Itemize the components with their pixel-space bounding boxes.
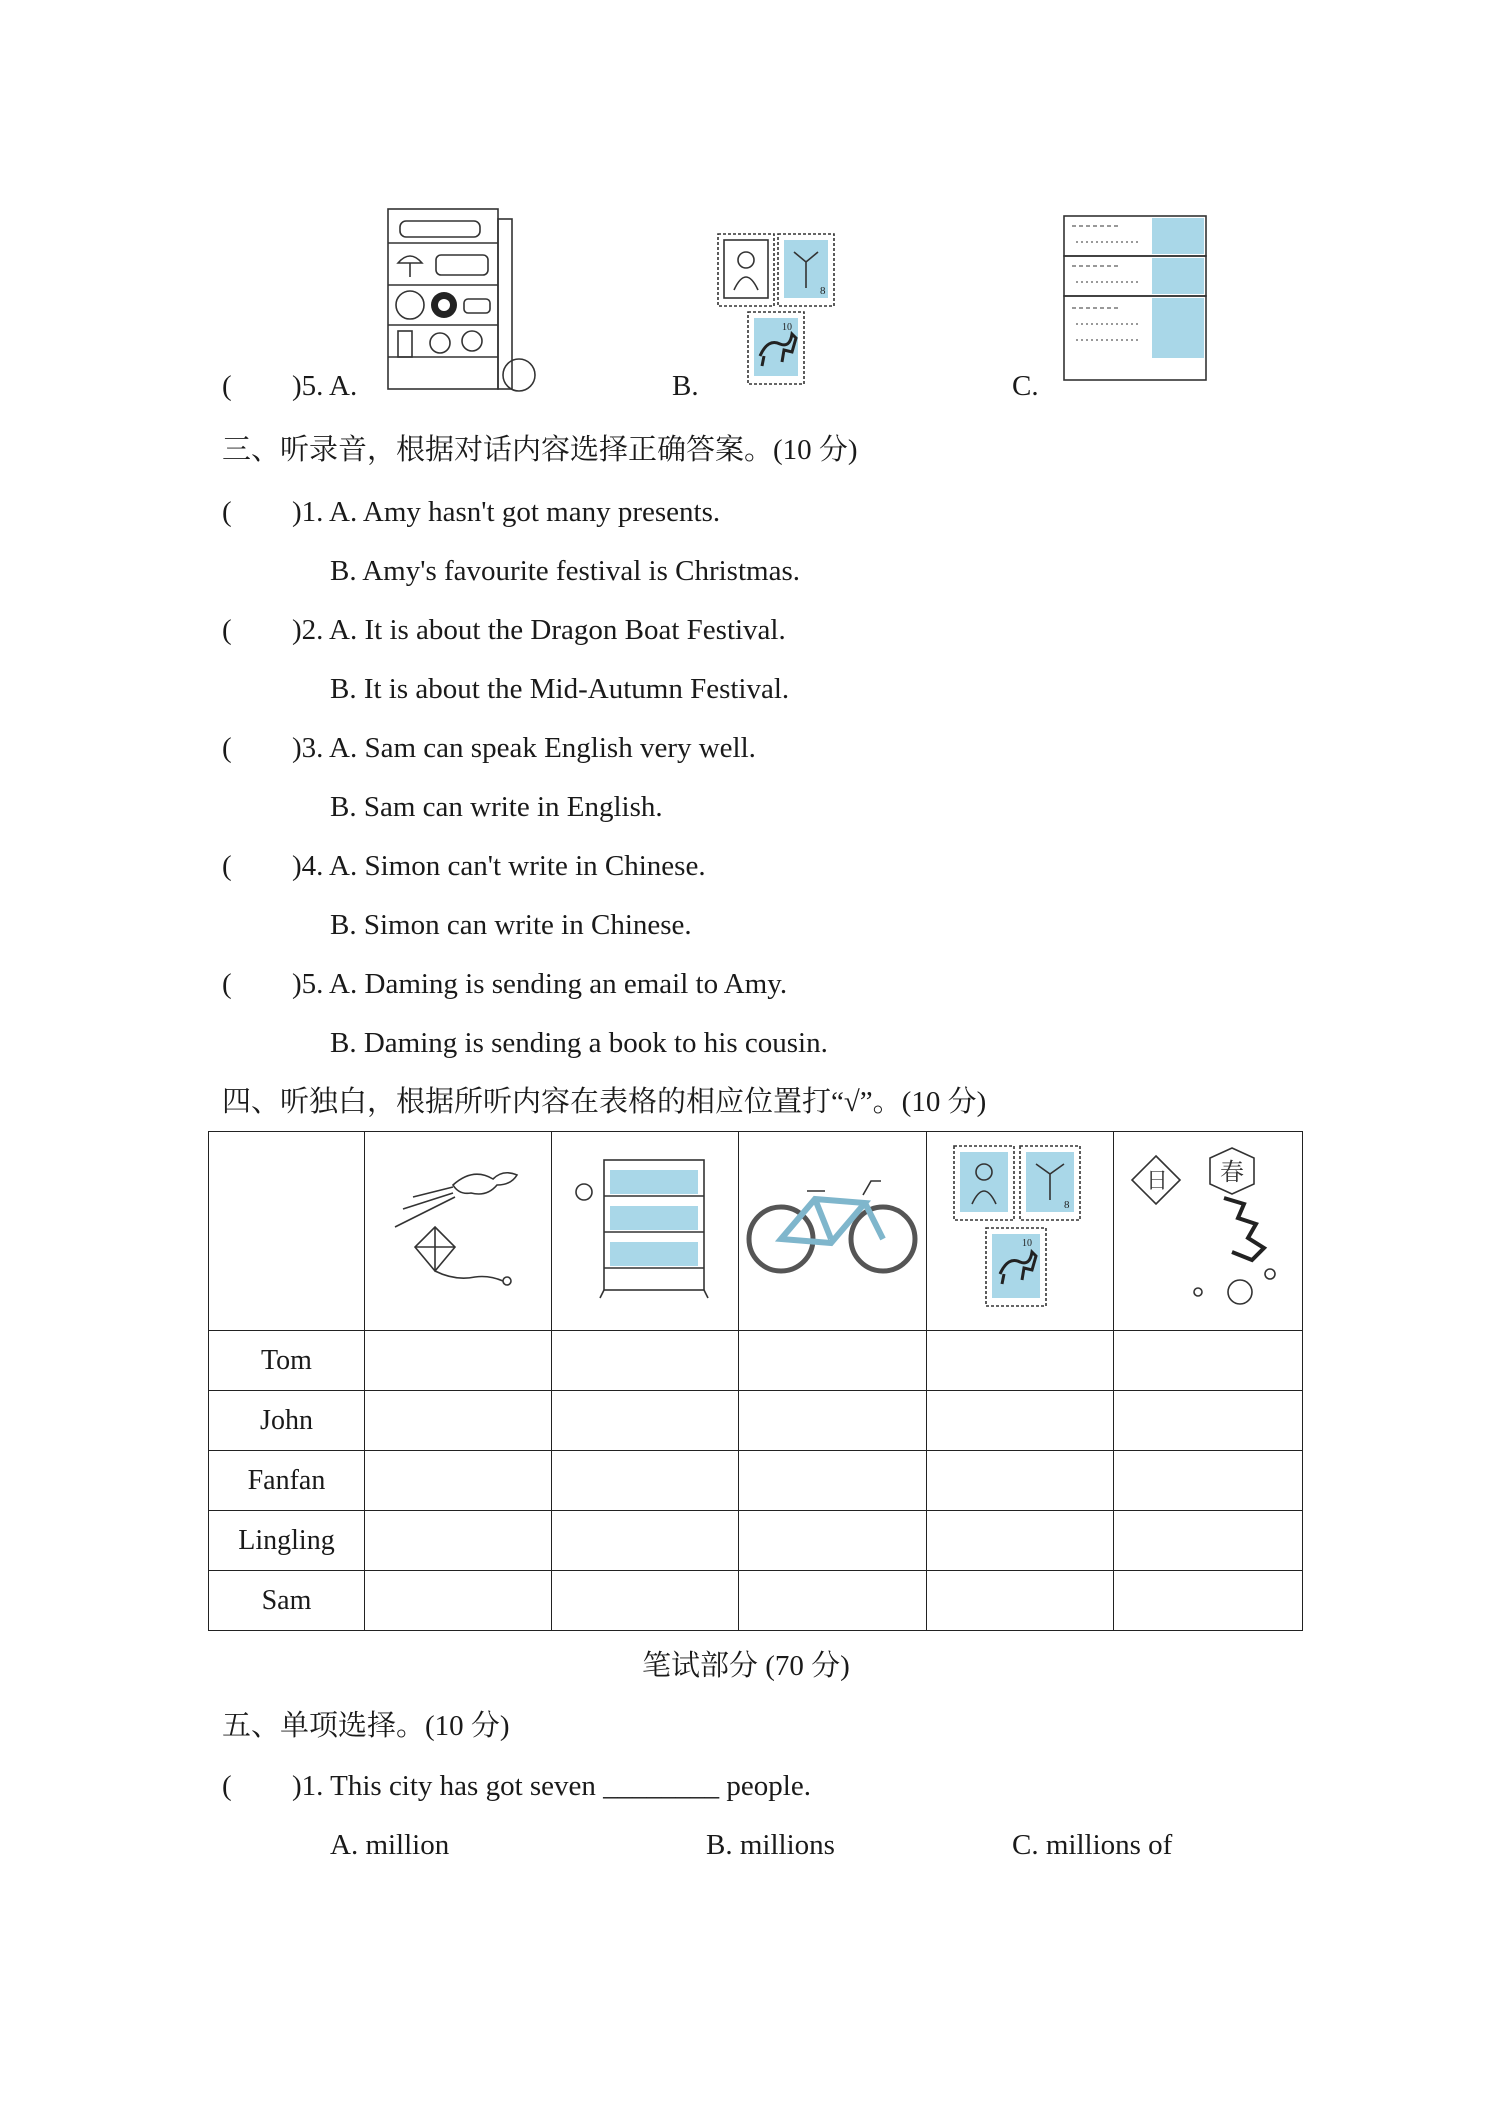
- row-name: John: [209, 1391, 365, 1451]
- svg-text:10: 10: [782, 322, 792, 333]
- answer-cell[interactable]: [365, 1571, 552, 1631]
- table-row: [209, 1391, 1303, 1451]
- section3-title: 三、听录音，根据对话内容选择正确答案。(10 分): [222, 434, 858, 466]
- table-row: [209, 1451, 1303, 1511]
- s3-q4-option-b: B. Simon can write in Chinese.: [330, 909, 692, 941]
- s5-q1-paren: (: [222, 1770, 232, 1802]
- row-name: Fanfan: [209, 1451, 365, 1511]
- table-row: [209, 1511, 1303, 1571]
- s3-q2-option-a: )2. A. It is about the Dragon Boat Festival.: [292, 614, 786, 646]
- s3-q4-option-a: )4. A. Simon can't write in Chinese.: [292, 850, 706, 882]
- row-name: Lingling: [209, 1511, 365, 1571]
- answer-cell[interactable]: [739, 1571, 927, 1631]
- answer-cell[interactable]: [739, 1511, 927, 1571]
- answer-cell[interactable]: [552, 1451, 739, 1511]
- s3-q4-paren: (: [222, 850, 232, 882]
- table-row: [209, 1331, 1303, 1391]
- svg-text:8: 8: [820, 285, 826, 297]
- s3-q2-option-b: B. It is about the Mid-Autumn Festival.: [330, 673, 790, 705]
- toy-shelf-icon: [384, 205, 544, 395]
- s3-q3-option-a: )3. A. Sam can speak English very well.: [292, 732, 756, 764]
- answer-cell[interactable]: [927, 1391, 1114, 1451]
- s3-q5-option-a: )5. A. Daming is sending an email to Amy.: [292, 968, 788, 1000]
- postcards-icon: [1060, 212, 1210, 384]
- section4-title: 四、听独白，根据所听内容在表格的相应位置打“√”。(10 分): [222, 1086, 987, 1118]
- paper-cut-char-2: 春: [1220, 1160, 1244, 1186]
- answer-cell[interactable]: [739, 1331, 927, 1391]
- answer-cell[interactable]: [1114, 1571, 1303, 1631]
- answer-cell[interactable]: [552, 1391, 739, 1451]
- table-row: [209, 1571, 1303, 1631]
- answer-cell[interactable]: [365, 1391, 552, 1451]
- answer-cell[interactable]: [927, 1451, 1114, 1511]
- stamps-icon: [716, 232, 846, 388]
- paper-cuts-icon: [1128, 1142, 1288, 1312]
- s5-q1-stem: )1. This city has got seven ________ people.: [292, 1770, 811, 1802]
- answer-cell[interactable]: [739, 1391, 927, 1451]
- s3-q3-paren: (: [222, 732, 232, 764]
- q5-paren: (: [222, 370, 232, 402]
- answer-cell[interactable]: [739, 1451, 927, 1511]
- s3-q5-paren: (: [222, 968, 232, 1000]
- written-part-heading: 笔试部分 (70 分): [642, 1650, 850, 1682]
- answer-cell[interactable]: [927, 1331, 1114, 1391]
- paper-cut-char-1: 日: [1146, 1168, 1169, 1193]
- bicycle-icon: [745, 1167, 920, 1287]
- s3-q1-option-a: )1. A. Amy hasn't got many presents.: [292, 496, 721, 528]
- s5-q1-option-c: C. millions of: [1012, 1829, 1173, 1861]
- answer-cell[interactable]: [1114, 1511, 1303, 1571]
- section5-title: 五、单项选择。(10 分): [222, 1710, 510, 1742]
- q5-label-a: )5. A.: [292, 370, 358, 402]
- answer-cell[interactable]: [365, 1451, 552, 1511]
- q5-label-c: C.: [1012, 370, 1039, 402]
- answer-cell[interactable]: [552, 1331, 739, 1391]
- answer-cell[interactable]: [927, 1511, 1114, 1571]
- answer-cell[interactable]: [365, 1331, 552, 1391]
- answer-cell[interactable]: [1114, 1331, 1303, 1391]
- answer-table: [208, 1131, 1303, 1631]
- header-paper-cuts: [1114, 1132, 1303, 1331]
- header-kites: [365, 1132, 552, 1331]
- table-header-row: [209, 1132, 1303, 1331]
- answer-cell[interactable]: [365, 1511, 552, 1571]
- row-name: Sam: [209, 1571, 365, 1631]
- answer-cell[interactable]: [927, 1571, 1114, 1631]
- answer-cell[interactable]: [552, 1511, 739, 1571]
- s3-q2-paren: (: [222, 614, 232, 646]
- answer-cell[interactable]: [1114, 1391, 1303, 1451]
- s5-q1-option-b: B. millions: [706, 1829, 835, 1861]
- s3-q1-option-b: B. Amy's favourite festival is Christmas.: [330, 555, 800, 587]
- s3-q3-option-b: B. Sam can write in English.: [330, 791, 663, 823]
- stamps-icon: [950, 1142, 1090, 1312]
- stamp-value-8: 8: [1064, 1199, 1070, 1211]
- q5-label-b: B.: [672, 370, 699, 402]
- corner-cell: [209, 1132, 365, 1331]
- bookcase-icon: [570, 1152, 720, 1302]
- answer-cell[interactable]: [552, 1571, 739, 1631]
- s5-q1-option-a: A. million: [330, 1829, 450, 1861]
- s3-q5-option-b: B. Daming is sending a book to his cousin.: [330, 1027, 828, 1059]
- header-stamps: [927, 1132, 1114, 1331]
- row-name: Tom: [209, 1331, 365, 1391]
- kites-icon: [383, 1157, 533, 1297]
- answer-cell[interactable]: [1114, 1451, 1303, 1511]
- header-bookcase: [552, 1132, 739, 1331]
- s3-q1-paren: (: [222, 496, 232, 528]
- header-bicycle: [739, 1132, 927, 1331]
- stamp-value-10: 10: [1022, 1238, 1032, 1249]
